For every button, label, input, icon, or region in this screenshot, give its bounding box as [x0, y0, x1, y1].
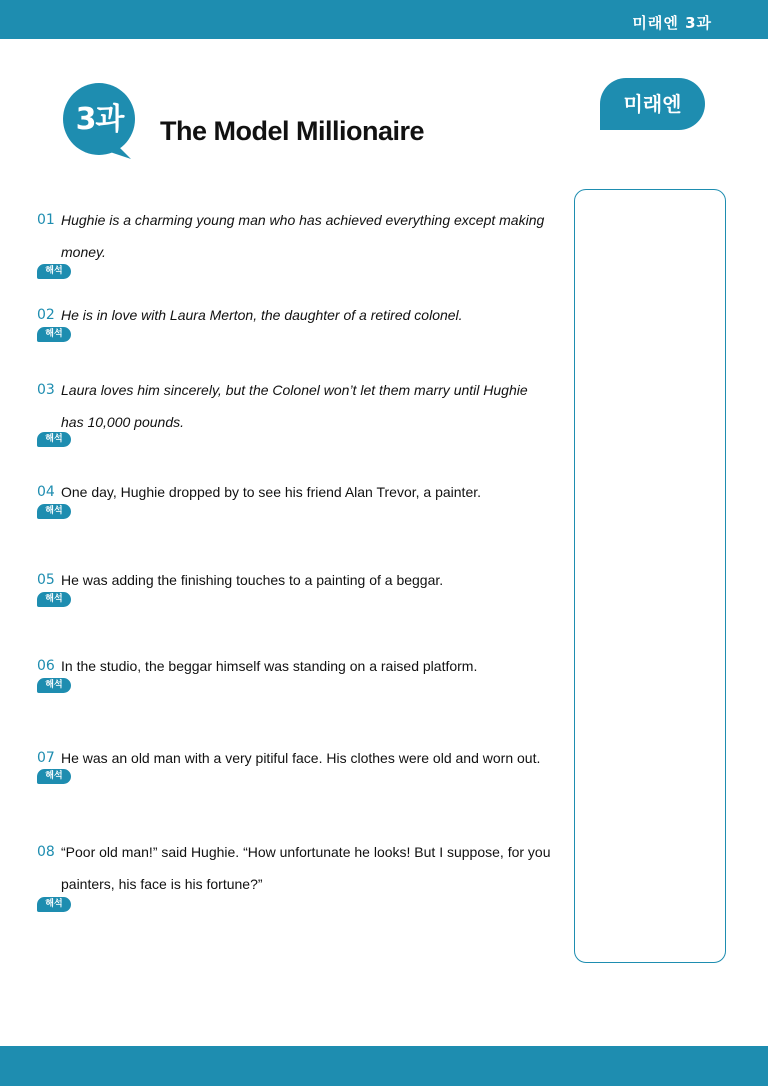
notes-panel[interactable]	[574, 189, 726, 963]
sentence-number: 01	[37, 212, 55, 228]
header-label: 미래엔 3과	[632, 14, 712, 32]
sentence-number: 06	[37, 658, 55, 674]
brand-badge	[600, 78, 705, 130]
sentence-text: In the studio, the beggar himself was standing on a raised platform.	[61, 658, 478, 674]
translation-tag[interactable]: 해석	[37, 327, 71, 342]
header-bar	[0, 0, 768, 39]
translation-tag[interactable]: 해석	[37, 769, 71, 784]
page-title: The Model Millionaire	[160, 116, 425, 146]
translation-tag[interactable]: 해석	[37, 264, 71, 279]
translation-tag[interactable]: 해석	[37, 592, 71, 607]
sentence-text: “Poor old man!” said Hughie. “How unfortunate he looks! But I suppose, for you painters, his face is his fortune?”	[61, 844, 551, 892]
lesson-badge	[63, 83, 136, 156]
sentence-text: Laura loves him sincerely, but the Colonel won’t let them marry until Hughie has 10,000 pounds.	[61, 382, 528, 430]
sentence-number: 03	[37, 382, 55, 398]
sentence-number: 04	[37, 484, 55, 500]
sentence-number: 05	[37, 572, 55, 588]
translation-tag[interactable]: 해석	[37, 432, 71, 447]
translation-tag[interactable]: 해석	[37, 678, 71, 693]
footer-bar	[0, 1046, 768, 1086]
sentence-number: 07	[37, 750, 55, 766]
sentence-number: 08	[37, 844, 55, 860]
sentence-text: He was an old man with a very pitiful face. His clothes were old and worn out.	[61, 750, 541, 766]
brand-label: 미래엔	[623, 92, 682, 116]
translation-tag[interactable]: 해석	[37, 504, 71, 519]
sentence-number: 02	[37, 307, 55, 323]
translation-tag[interactable]: 해석	[37, 897, 71, 912]
sentence-text: Hughie is a charming young man who has achieved everything except making money.	[61, 212, 545, 260]
sentence-text: One day, Hughie dropped by to see his friend Alan Trevor, a painter.	[61, 484, 482, 500]
sentence-text: He is in love with Laura Merton, the daughter of a retired colonel.	[61, 307, 463, 323]
lesson-number: 3과	[75, 102, 124, 137]
sentence-text: He was adding the finishing touches to a painting of a beggar.	[61, 572, 444, 588]
